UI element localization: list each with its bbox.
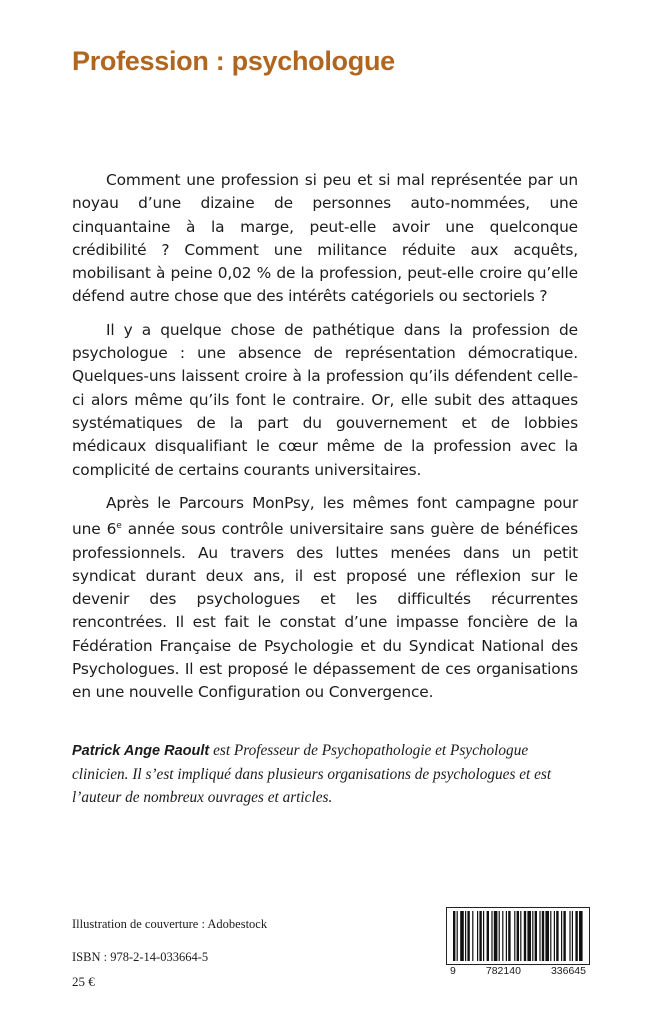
price: 25 € [72, 974, 95, 989]
barcode-bar [491, 911, 492, 961]
barcode-bar [453, 911, 455, 961]
barcode-bar [477, 911, 478, 961]
barcode-bar [499, 911, 500, 961]
barcode-bar [460, 911, 464, 961]
author-description: est Professeur de Psychopathologie et Psychologue clinicien. Il s’est impliqué dans plusieurs organisations de psychologues et est l’auteur de nombreux ouvrages et articles. [72, 742, 552, 806]
barcode-bar [554, 911, 555, 961]
ordinal-superscript: e [116, 521, 122, 532]
barcode-bar [527, 911, 531, 961]
barcode-bar [572, 911, 573, 961]
barcode-bar [483, 911, 484, 961]
barcode-digits [450, 965, 586, 977]
isbn: ISBN : 978-2-14-033664-5 [72, 950, 209, 964]
barcode-bars [447, 908, 589, 964]
blurb-paragraph-1: Comment une profession si peu et si mal représentée par un noyau d’une dizaine de personnes auto-nommées, une cinquantaine à la marge, peut-elle avoir une quelconque crédibilité ? Comment une militance réduite aux acquêts, mobilisant à peine 0,02 % de la profession, peut-elle croire qu’elle défend autre chose que des intérêts catégoriels ou sectoriels ? [72, 171, 578, 306]
barcode-digit-first: 9 [450, 965, 456, 977]
barcode-bar [520, 911, 521, 961]
barcode-digits-right: 336645 [550, 965, 586, 977]
barcode-bar [457, 911, 458, 961]
barcode-bar [563, 911, 565, 961]
barcode-bar [575, 911, 577, 961]
barcode-bar [467, 911, 469, 961]
barcode-bar [545, 911, 549, 961]
barcode-bar [556, 911, 558, 961]
barcode-bar [487, 911, 489, 961]
barcode-bar [506, 911, 507, 961]
barcode-bar [532, 911, 533, 961]
barcode-bar [502, 911, 503, 961]
barcode-bar [550, 911, 551, 961]
author-bio [72, 739, 588, 809]
barcode-bar [479, 911, 481, 961]
cover-illustration-credit: Illustration de couverture : Adobestock [72, 917, 268, 931]
blurb-paragraph-3 [72, 492, 578, 705]
paragraph-3-start: Après le Parcours MonPsy, les mêmes font campagne pour une 6 [72, 493, 578, 539]
barcode-bar [472, 911, 473, 961]
barcode-bar [494, 911, 498, 961]
back-cover-blurb [72, 169, 578, 715]
barcode-bar [539, 911, 540, 961]
barcode-bar [465, 911, 466, 961]
barcode-bar [514, 911, 515, 961]
blurb-paragraph-2: Il y a quelque chose de pathétique dans la profession de psychologue : une absence de représentation démocratique. Quelques-uns laissent croire à la profession qu’ils défendent celle-ci alors même qu’ils font le contraire. Or, elle subit des attaques systématiques de la part du gouvernement et de lobbies médicaux disqualifiant le cœur même de la profession avec la complicité de certains courants universitaires. [72, 320, 578, 479]
book-title: Profession : psychologue [72, 46, 395, 76]
barcode-bar [508, 911, 510, 961]
barcode-bar [524, 911, 526, 961]
barcode-digits-left: 782140 [485, 965, 521, 977]
author-name: Patrick Ange Raoult [72, 743, 210, 759]
paragraph-3-rest: année sous contrôle universitaire sans guère de bénéfices professionnels. Au travers des luttes menées dans un petit syndicat durant deux ans, il est proposé une réflexion sur le devenir des psychologues et les difficultés récurrentes rencontrées. Il est fait le constat d’une impasse foncière de la Fédération Française de Psychologie et du Syndicat National des Psychologues. Il est proposé le dépassement de ces organisations en une nouvelle Configuration ou Convergence. [72, 520, 578, 702]
barcode-bar [579, 911, 583, 961]
barcode-bar [517, 911, 519, 961]
barcode-bar [561, 911, 562, 961]
barcode-bar [569, 911, 570, 961]
barcode-bar [542, 911, 544, 961]
barcode-bar [535, 911, 537, 961]
barcode [446, 907, 590, 965]
